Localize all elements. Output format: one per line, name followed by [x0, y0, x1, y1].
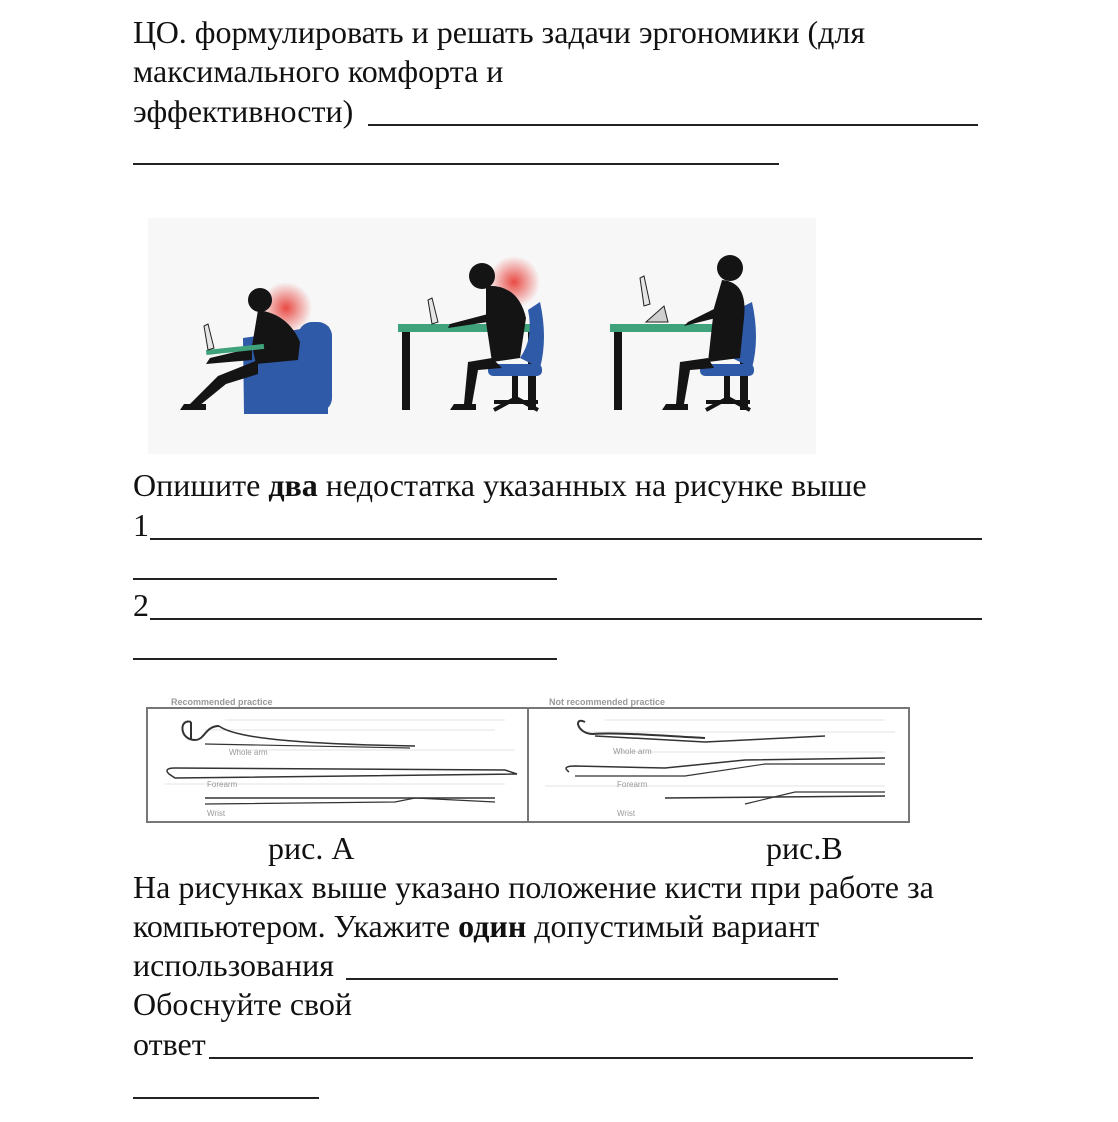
question-2-line-3: использования — [133, 947, 334, 983]
item-number-2: 2 — [133, 587, 149, 623]
not-recommended-header: Not recommended practice — [549, 697, 666, 707]
answer-line-variant[interactable] — [346, 978, 838, 980]
answer-line-2-cont[interactable] — [133, 658, 557, 660]
svg-text:Wrist: Wrist — [207, 809, 226, 818]
answer-line-2[interactable] — [150, 618, 982, 620]
objective-line-2: максимального комфорта и — [133, 53, 504, 89]
answer-line-1[interactable] — [150, 538, 982, 540]
svg-text:Whole arm: Whole arm — [613, 747, 652, 756]
answer-line-justification-cont[interactable] — [133, 1097, 319, 1099]
objective-line-3: эффективности) — [133, 93, 354, 129]
caption-fig-a: рис. А — [268, 830, 355, 866]
svg-text:Whole arm: Whole arm — [229, 748, 268, 757]
question-1-prompt: Опишите два недостатка указанных на рисунке выше — [133, 467, 867, 503]
svg-text:Wrist: Wrist — [617, 809, 636, 818]
question-2-line-1: На рисунках выше указано положение кисти при работе за — [133, 869, 934, 905]
question-2-line-5: ответ — [133, 1026, 206, 1062]
posture-illustration — [148, 218, 816, 454]
answer-line-1-cont[interactable] — [133, 578, 557, 580]
svg-text:Forearm: Forearm — [207, 780, 238, 789]
item-number-1: 1 — [133, 507, 149, 543]
answer-line[interactable] — [133, 163, 779, 165]
svg-text:Forearm: Forearm — [617, 780, 648, 789]
answer-line-justification[interactable] — [209, 1057, 973, 1059]
wrist-position-illustration — [145, 692, 911, 826]
recommended-header: Recommended practice — [171, 697, 273, 707]
question-2-line-2: компьютером. Укажите один допустимый вариант — [133, 908, 820, 944]
emphasis-two: два — [268, 467, 318, 503]
caption-fig-b: рис.В — [766, 830, 843, 866]
objective-line-1: ЦО. формулировать и решать задачи эргономики (для — [133, 14, 866, 50]
answer-line[interactable] — [368, 124, 978, 126]
question-2-line-4: Обоснуйте свой — [133, 986, 353, 1022]
emphasis-one: один — [458, 908, 527, 944]
